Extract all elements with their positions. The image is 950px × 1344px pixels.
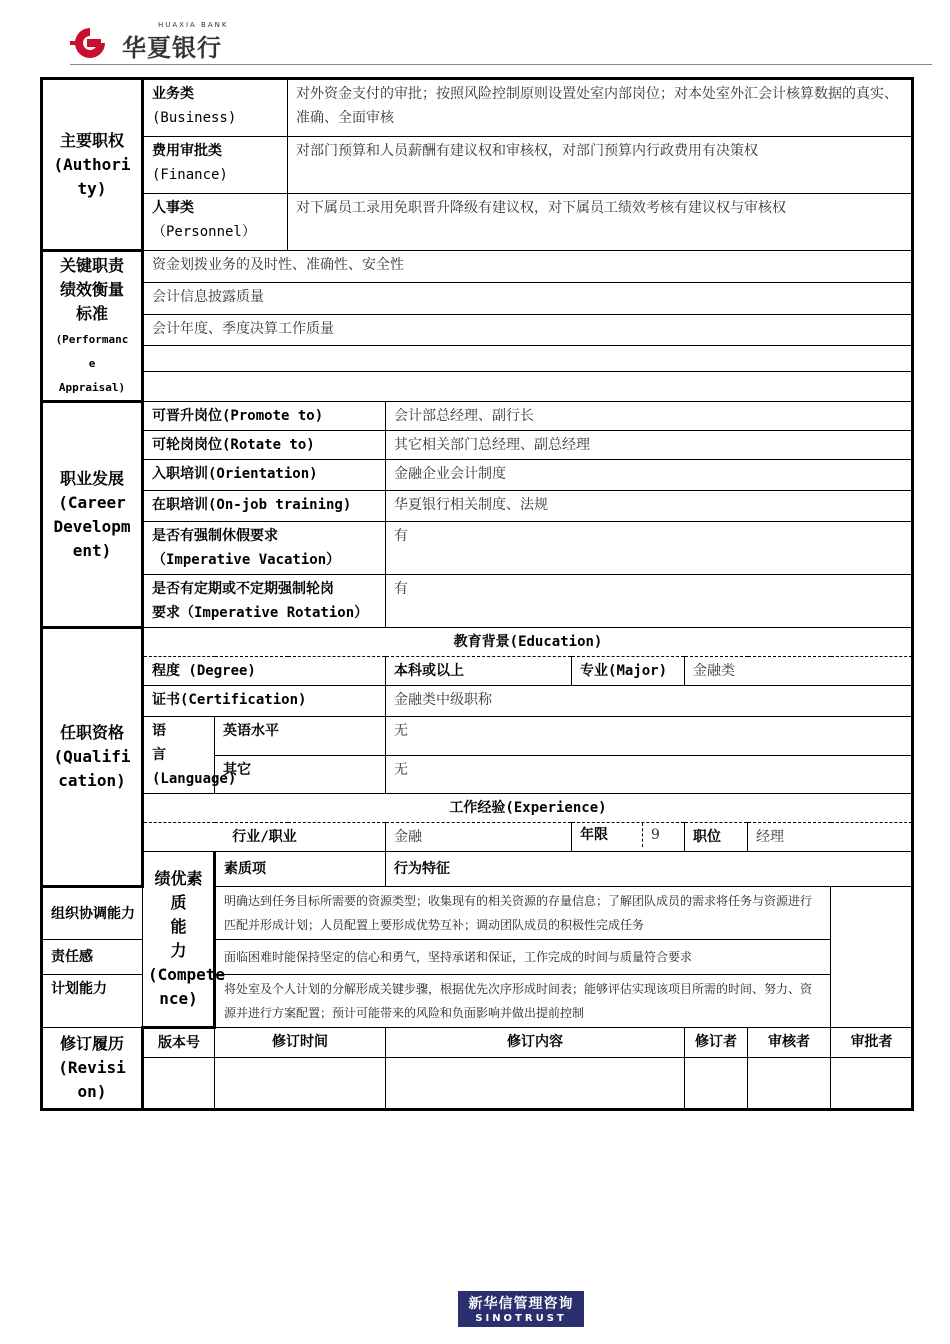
competence-col-desc: 行为特征 (386, 852, 913, 887)
performance-section-title: 关键职责 绩效衡量 标准 (Performanc e Appraisal) (42, 251, 143, 402)
authority-personnel-value: 对下属员工录用免职晋升降级有建议权，对下属员工绩效考核有建议权与审核权 (288, 194, 913, 251)
sinotrust-logo: 新华信管理咨询 SINOTRUST (458, 1291, 584, 1327)
career-orientation-value: 金融企业会计制度 (386, 460, 913, 491)
career-rotate-value: 其它相关部门总经理、副总经理 (386, 431, 913, 460)
authority-finance-value: 对部门预算和人员薪酬有建议权和审核权，对部门预算内行政费用有决策权 (288, 137, 913, 194)
bank-name-cn: 华夏银行 (122, 34, 222, 62)
years-label: 年限 (572, 823, 643, 847)
authority-section-title: 主要职权 (Authori ty) (42, 79, 143, 251)
career-orientation-label: 入职培训(Orientation) (143, 460, 386, 491)
position-value: 经理 (748, 823, 913, 852)
career-section-title: 职业发展 (Career Developm ent) (42, 402, 143, 628)
qualification-section-title: 任职资格 (Qualifi cation) (42, 628, 143, 887)
performance-item: 会计年度、季度决算工作质量 (143, 314, 913, 346)
position-label: 职位 (685, 823, 748, 852)
degree-value: 本科或以上 (386, 657, 572, 686)
revision-cell (386, 1058, 685, 1110)
authority-business-value: 对外资金支付的审批；按照风险控制原则设置处室内部岗位；对本处室外汇会计核算数据的真实、准确、全面审核 (288, 79, 913, 137)
career-vacation-value: 有 (386, 522, 913, 575)
career-promote-label: 可晋升岗位(Promote to) (143, 402, 386, 431)
english-level-value: 无 (386, 717, 913, 756)
revision-col-reviser: 修订者 (685, 1028, 748, 1058)
revision-col-approver: 审批者 (831, 1028, 913, 1058)
competence-desc: 将处室及个人计划的分解形成关键步骤，根据优先次序形成时间表；能够评估实现该项目所需的时间、努力、资源并进行方案配置；预计可能带来的风险和负面影响并做出提前控制 (215, 975, 831, 1028)
revision-cell (685, 1058, 748, 1110)
authority-business-label: 业务类 (Business) (143, 79, 288, 137)
language-label: 语 言 (Language) (143, 717, 215, 794)
career-rotate-label: 可轮岗岗位(Rotate to) (143, 431, 386, 460)
competence-item: 组织协调能力 (42, 887, 215, 940)
career-promote-value: 会计部总经理、副行长 (386, 402, 913, 431)
performance-item (143, 372, 913, 402)
revision-col-reviewer: 审核者 (748, 1028, 831, 1058)
revision-section-title: 修订履历 (Revisi on) (42, 1028, 143, 1110)
job-description-table (40, 77, 914, 1111)
revision-cell (748, 1058, 831, 1110)
education-header: 教育背景(Education) (143, 628, 913, 657)
degree-label: 程度 (Degree) (143, 657, 386, 686)
performance-item: 会计信息披露质量 (143, 282, 913, 314)
years-cell (572, 823, 685, 852)
certification-label: 证书(Certification) (143, 686, 386, 717)
authority-personnel-label: 人事类 （Personnel） (143, 194, 288, 251)
career-onjob-value: 华夏银行相关制度、法规 (386, 491, 913, 522)
huaxia-logo-icon (70, 26, 110, 60)
experience-header: 工作经验(Experience) (143, 794, 913, 823)
other-language-value: 无 (386, 755, 913, 794)
career-rotation-value: 有 (386, 575, 913, 628)
major-label: 专业(Major) (572, 657, 685, 686)
revision-col-content: 修订内容 (386, 1028, 685, 1058)
career-onjob-label: 在职培训(On-job training) (143, 491, 386, 522)
competence-desc: 面临困难时能保持坚定的信心和勇气，坚持承诺和保证，工作完成的时间与质量符合要求 (215, 940, 831, 975)
bank-name-en: HUAXIA BANK (158, 21, 229, 29)
competence-item: 计划能力 (42, 975, 215, 1028)
years-value: 9 (651, 827, 660, 843)
performance-item: 资金划拨业务的及时性、准确性、安全性 (143, 251, 913, 283)
revision-col-version: 版本号 (143, 1028, 215, 1058)
industry-value: 金融 (386, 823, 572, 852)
major-value: 金融类 (685, 657, 913, 686)
english-level-label: 英语水平 (215, 717, 386, 756)
certification-value: 金融类中级职称 (386, 686, 913, 717)
other-language-label: 其它 (215, 755, 386, 794)
revision-col-date: 修订时间 (215, 1028, 386, 1058)
page-header (70, 20, 932, 65)
career-vacation-label: 是否有强制休假要求 （Imperative Vacation） (143, 522, 386, 575)
competence-desc: 明确达到任务目标所需要的资源类型；收集现有的相关资源的存量信息；了解团队成员的需求将任务与资源进行匹配并形成计划；人员配置上要形成优势互补；调动团队成员的积极性完成任务 (215, 887, 831, 940)
industry-label: 行业/职业 (143, 823, 386, 852)
career-rotation-label: 是否有定期或不定期强制轮岗 要求（Imperative Rotation） (143, 575, 386, 628)
authority-finance-label: 费用审批类 (Finance) (143, 137, 288, 194)
revision-cell (831, 1058, 913, 1110)
competence-section-title: 绩优素质 能 力 (Compete nce) (143, 852, 215, 1028)
revision-cell (143, 1058, 215, 1110)
competence-item: 责任感 (42, 940, 215, 975)
performance-item (143, 346, 913, 372)
revision-cell (215, 1058, 386, 1110)
competence-col-item: 素质项 (215, 852, 386, 887)
